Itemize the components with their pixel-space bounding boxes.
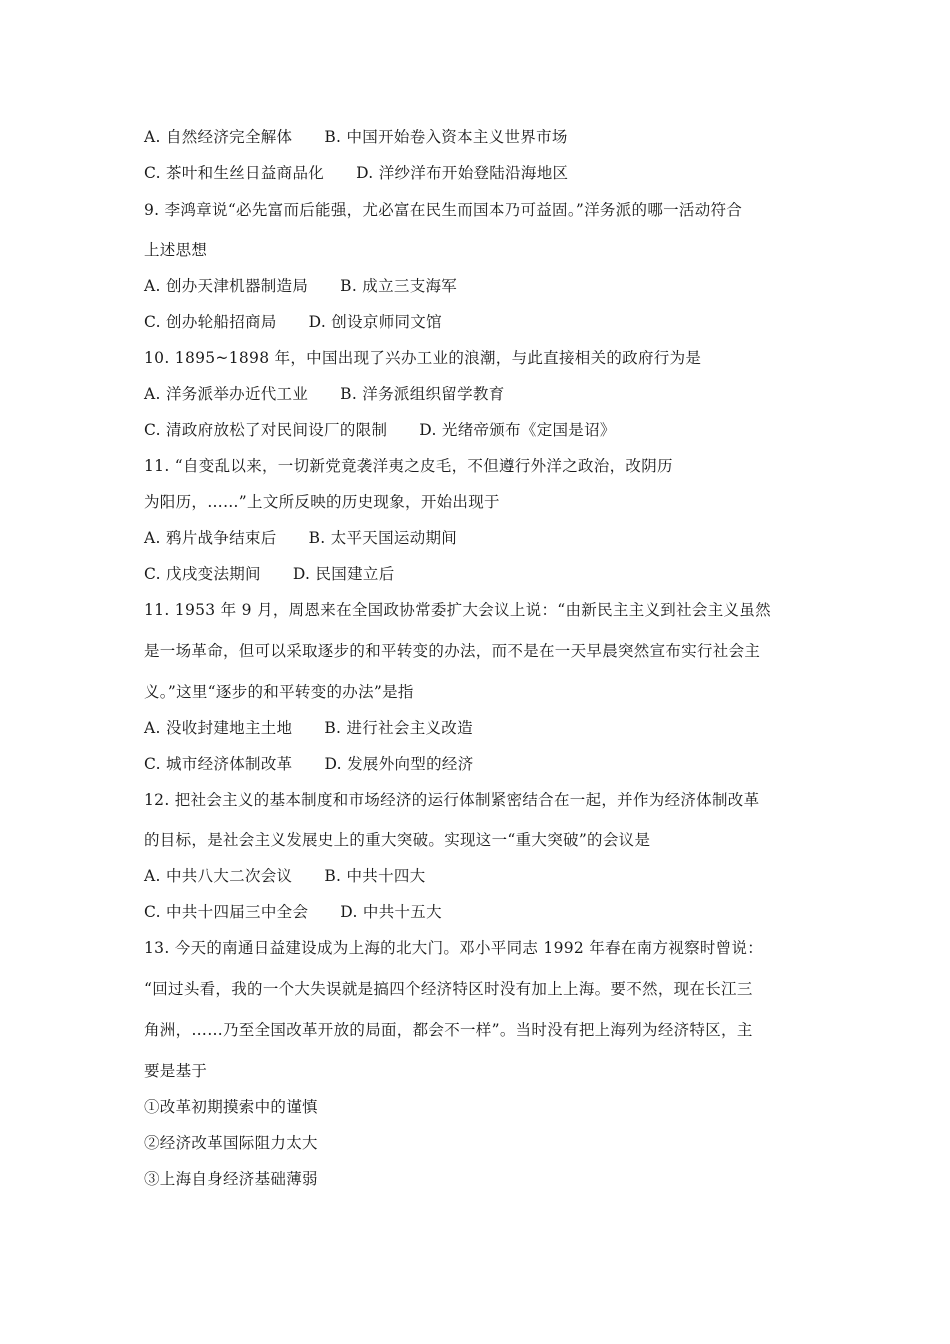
q10-option-d: D. 光绪帝颁布《定国是诏》 xyxy=(419,421,616,439)
q10-stem-line1: 10. 1895~1898 年，中国出现了兴办工业的浪潮，与此直接相关的政府行为是 xyxy=(144,349,702,367)
q11b-stem-line2: 是一场革命，但可以采取逐步的和平转变的办法，而不是在一天早晨突然宣布实行社会主 xyxy=(144,642,761,660)
q13-stem-line4: 要是基于 xyxy=(144,1062,208,1080)
q11a-option-a: A. 鸦片战争结束后 xyxy=(144,529,277,547)
q10-option-b: B. 洋务派组织留学教育 xyxy=(340,385,505,403)
q13-item-1: ①改革初期摸索中的谨慎 xyxy=(144,1098,318,1116)
q11a-option-b: B. 太平天国运动期间 xyxy=(308,529,458,547)
q12-option-a: A. 中共八大二次会议 xyxy=(144,867,293,885)
q11a-options-row2 xyxy=(144,564,395,584)
q8-option-c: C. 茶叶和生丝日益商品化 xyxy=(144,164,325,182)
q10-options-row1 xyxy=(144,384,505,404)
q12-options-row2 xyxy=(144,902,442,922)
q11b-option-d: D. 发展外向型的经济 xyxy=(324,755,474,773)
q8-option-d: D. 洋纱洋布开始登陆沿海地区 xyxy=(356,164,569,182)
q9-stem-line2: 上述思想 xyxy=(144,241,208,259)
q12-stem-line2: 的目标，是社会主义发展史上的重大突破。实现这一“重大突破”的会议是 xyxy=(144,831,651,849)
q8-option-b: B. 中国开始卷入资本主义世界市场 xyxy=(324,128,568,146)
q11a-stem-line1: 11. “自变乱以来，一切新党竟袭洋夷之皮毛，不但遵行外洋之政治，改阴历 xyxy=(144,457,673,475)
q13-stem-line3: 角洲，……乃至全国改革开放的局面，都会不一样”。当时没有把上海列为经济特区，主 xyxy=(144,1021,753,1039)
q12-option-d: D. 中共十五大 xyxy=(340,903,442,921)
q11b-stem-line1: 11. 1953 年 9 月，周恩来在全国政协常委扩大会议上说：“由新民主主义到社会主义虽然 xyxy=(144,601,771,619)
q8-options-row1 xyxy=(144,127,568,147)
q10-options-row2 xyxy=(144,420,616,440)
q12-stem-line1: 12. 把社会主义的基本制度和市场经济的运行体制紧密结合在一起，并作为经济体制改革 xyxy=(144,791,760,809)
q12-option-b: B. 中共十四大 xyxy=(324,867,426,885)
q10-option-a: A. 洋务派举办近代工业 xyxy=(144,385,309,403)
q12-option-c: C. 中共十四届三中全会 xyxy=(144,903,309,921)
q10-option-c: C. 清政府放松了对民间设厂的限制 xyxy=(144,421,388,439)
q9-stem-line1: 9. 李鸿章说“必先富而后能强，尤必富在民生而国本乃可益固。”洋务派的哪一活动符合 xyxy=(144,201,743,219)
q13-stem-line1: 13. 今天的南通日益建设成为上海的北大门。邓小平同志 1992 年春在南方视察时曾说： xyxy=(144,939,764,957)
q11a-stem-line2: 为阳历，……”上文所反映的历史现象，开始出现于 xyxy=(144,493,500,511)
q11b-options-row2 xyxy=(144,754,474,774)
q8-option-a: A. 自然经济完全解体 xyxy=(144,128,293,146)
q11b-option-a: A. 没收封建地主土地 xyxy=(144,719,293,737)
q13-item-3: ③上海自身经济基础薄弱 xyxy=(144,1170,318,1188)
q11b-stem-line3: 义。”这里“逐步的和平转变的办法”是指 xyxy=(144,683,414,701)
q11a-option-c: C. 戊戌变法期间 xyxy=(144,565,261,583)
q9-option-a: A. 创办天津机器制造局 xyxy=(144,277,309,295)
q9-options-row2 xyxy=(144,312,442,332)
q13-item-2: ②经济改革国际阻力太大 xyxy=(144,1134,318,1152)
q9-option-d: D. 创设京师同文馆 xyxy=(308,313,442,331)
q13-stem-line2: “回过头看，我的一个大失误就是搞四个经济特区时没有加上上海。要不然，现在长江三 xyxy=(144,980,753,998)
q11b-option-b: B. 进行社会主义改造 xyxy=(324,719,473,737)
q11a-option-d: D. 民国建立后 xyxy=(292,565,395,583)
q9-options-row1 xyxy=(144,276,457,296)
q12-options-row1 xyxy=(144,866,426,886)
q11b-options-row1 xyxy=(144,718,473,738)
q9-option-c: C. 创办轮船招商局 xyxy=(144,313,277,331)
q8-options-row2 xyxy=(144,163,568,183)
q11a-options-row1 xyxy=(144,528,457,548)
q11b-option-c: C. 城市经济体制改革 xyxy=(144,755,293,773)
q9-option-b: B. 成立三支海军 xyxy=(340,277,458,295)
